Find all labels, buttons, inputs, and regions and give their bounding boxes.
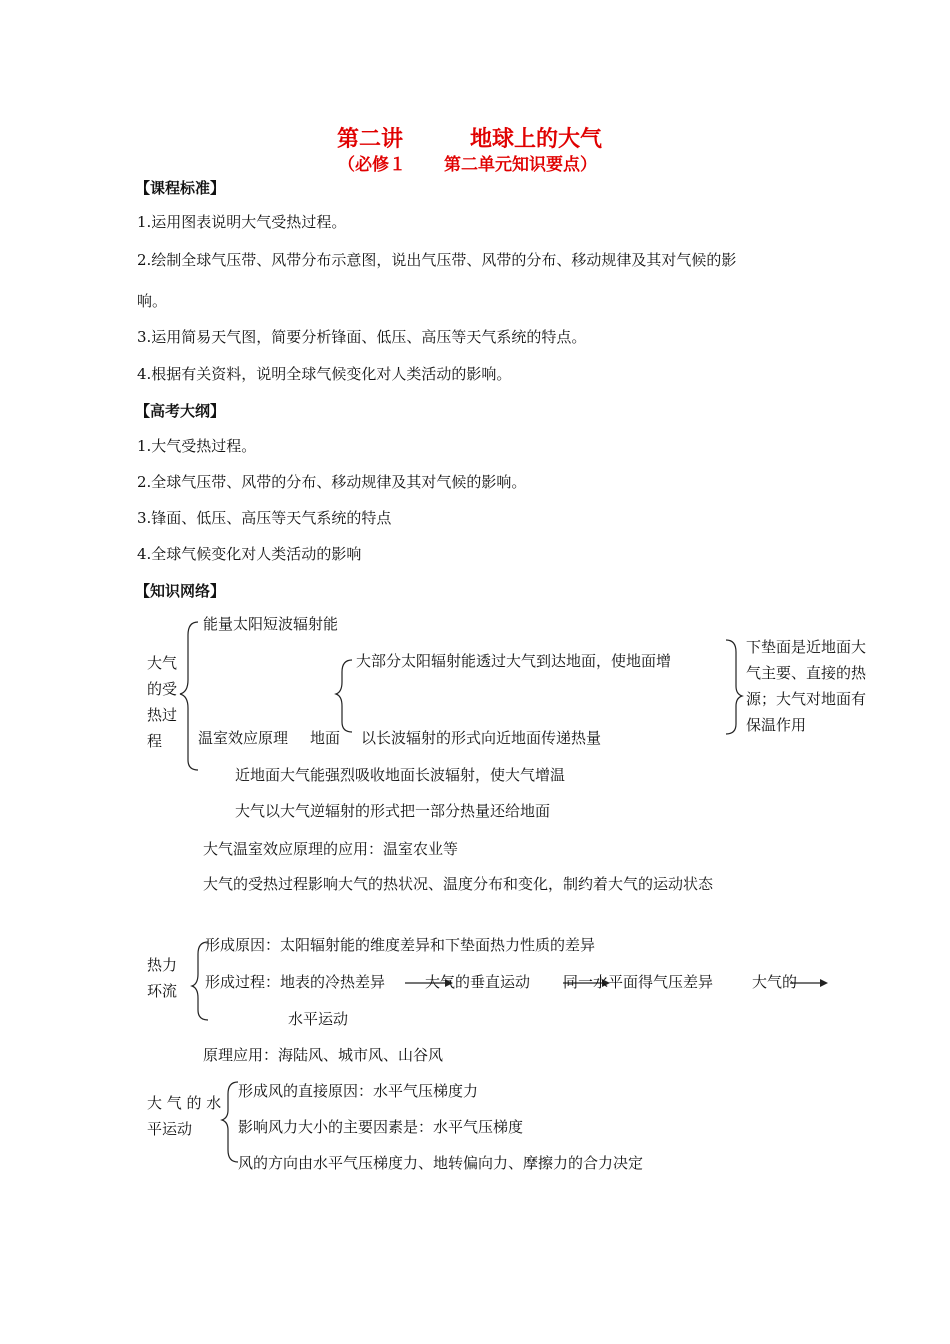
syllabus-item: 1.大气受热过程。 <box>137 437 257 455</box>
thermal-process-c: 大气的 <box>752 973 798 991</box>
thermal-application: 原理应用：海陆风、城市风、山谷风 <box>203 1046 444 1064</box>
standards-item: 2.绘制全球气压带、风带分布示意图，说出气压带、风带的分布、移动规律及其对气候的影 <box>137 251 737 269</box>
heating-right-note: 下垫面是近地面大气主要、直接的热源；大气对地面有保温作用 <box>746 638 867 734</box>
standards-item: 3.运用简易天气图，简要分析锋面、低压、高压等天气系统的特点。 <box>137 328 587 346</box>
page-title-right: 地球上的大气 <box>470 127 603 152</box>
heating-line5: 大气温室效应原理的应用：温室农业等 <box>203 840 459 858</box>
heating-label: 大气的受热过程 <box>147 654 178 750</box>
heating-line4: 大气以大气逆辐射的形式把一部分热量还给地面 <box>235 802 551 820</box>
syllabus-item: 4.全球气候变化对人类活动的影响 <box>137 545 362 563</box>
heating-line3: 近地面大气能强烈吸收地面长波辐射，使大气增温 <box>235 766 566 784</box>
standards-item: 4.根据有关资料，说明全球气候变化对人类活动的影响。 <box>137 365 512 383</box>
syllabus-item: 3.锋面、低压、高压等天气系统的特点 <box>137 509 392 527</box>
horizontal-item: 影响风力大小的主要因素是：水平气压梯度 <box>238 1118 524 1136</box>
syllabus-item: 2.全球气压带、风带的分布、移动规律及其对气候的影响。 <box>137 473 527 491</box>
horizontal-label: 大 气 的 水平运动 <box>147 1094 222 1138</box>
heating-energy: 能量太阳短波辐射能 <box>203 615 339 633</box>
heating-line6: 大气的受热过程影响大气的热状况、温度分布和变化，制约着大气的运动状态 <box>203 875 714 893</box>
horizontal-item: 风的方向由水平气压梯度力、地转偏向力、摩擦力的合力决定 <box>238 1154 644 1172</box>
thermal-process-cont: 水平运动 <box>288 1010 349 1028</box>
heating-greenhouse: 温室效应原理 <box>198 729 289 747</box>
standards-heading: 【课程标准】 <box>135 179 226 197</box>
thermal-label: 热力环流 <box>147 956 178 1000</box>
thermal-process-b: 同一水平面得气压差异 <box>563 973 714 991</box>
syllabus-heading: 【高考大纲】 <box>135 402 226 420</box>
standards-item: 1.运用图表说明大气受热过程。 <box>137 213 347 231</box>
standards-item: 响。 <box>137 292 168 310</box>
page-subtitle-right: 第二单元知识要点） <box>444 155 597 175</box>
heating-ground: 地面 <box>310 729 341 747</box>
thermal-process-a: 大气的垂直运动 <box>425 973 531 991</box>
network-heading: 【知识网络】 <box>135 582 226 600</box>
page-title-left: 第二讲 <box>337 127 404 152</box>
page-subtitle-left: （必修１ <box>338 155 406 175</box>
heating-branch1: 大部分太阳辐射能透过大气到达地面，使地面增 <box>356 652 672 670</box>
horizontal-item: 形成风的直接原因：水平气压梯度力 <box>238 1082 479 1100</box>
thermal-process-prefix: 形成过程：地表的冷热差异 <box>205 973 386 991</box>
thermal-cause: 形成原因：太阳辐射能的维度差异和下垫面热力性质的差异 <box>205 936 596 954</box>
heating-branch2: 以长波辐射的形式向近地面传递热量 <box>361 729 602 747</box>
